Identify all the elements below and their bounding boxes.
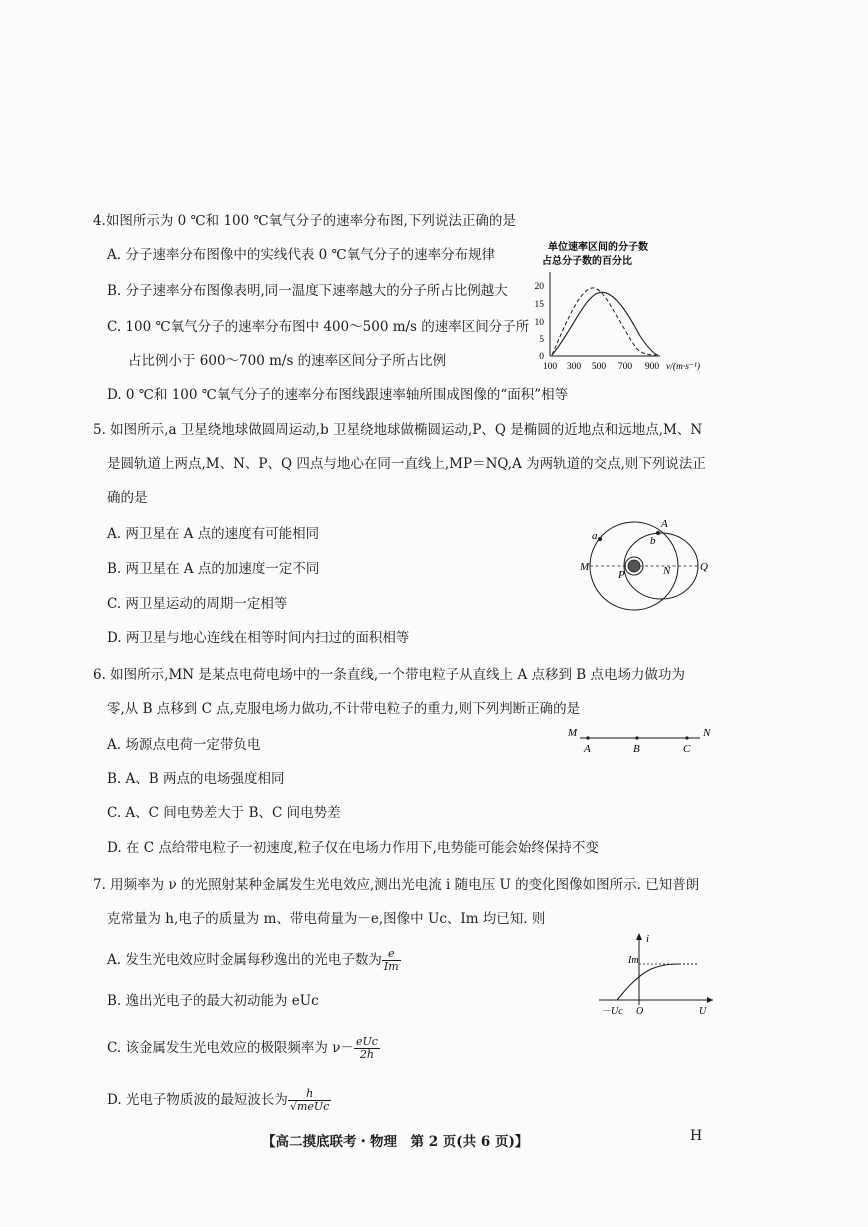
q5-orbit-figure (575, 515, 725, 617)
q5-label-b: b (650, 535, 656, 547)
q6-point-B (635, 736, 638, 739)
q5-option-b: B. 两卫星在 A 点的加速度一定不同 (107, 561, 320, 577)
q7-option-a (107, 948, 401, 973)
q4-ytick-0: 0 (539, 352, 544, 362)
q4-ytick-5: 5 (539, 335, 544, 345)
q6-option-d: D. 在 C 点给带电粒子一初速度,粒子仅在电场力作用下,电势能可能会始终保持不变 (107, 840, 599, 856)
q7-option-b: B. 逸出光电子的最大初动能为 eUc (107, 993, 319, 1009)
q5-satellite-a-dot (598, 537, 602, 541)
q7-current-curve (617, 964, 679, 1000)
q6-line-figure (560, 725, 720, 755)
q4-solid-curve (552, 292, 658, 355)
q4-dashed-curve (552, 288, 656, 355)
q4-option-c-line2: 占比例小于 600～700 m/s 的速率区间分子所占比例 (128, 353, 447, 369)
q6-label-M: M (568, 727, 578, 739)
q4-speed-distribution-figure (530, 238, 720, 378)
q6-label-N: N (703, 727, 711, 739)
q6-stem-line2: 零,从 B 点移到 C 点,克服电场力做功,不计带电粒子的重力,则下列判断正确的是 (107, 701, 581, 717)
q7-current-voltage-figure (595, 925, 720, 1020)
q5-label-intersection-A: A (661, 518, 668, 530)
q5-option-c: C. 两卫星运动的周期一定相等 (107, 596, 288, 612)
page-footer: 【高二摸底联考・物理 第 2 页(共 6 页)】 (262, 1134, 529, 1150)
q7-label-Im: Im (628, 955, 639, 966)
q7-option-a-text: A. 发生光电效应时金属每秒逸出的光电子数为 (107, 952, 382, 968)
q6-option-b: B. A、B 两点的电场强度相同 (107, 771, 285, 787)
q4-ytick-20: 20 (534, 282, 544, 292)
q6-option-c: C. A、C 间电势差大于 B、C 间电势差 (107, 805, 341, 821)
q5-stem-line3: 确的是 (107, 490, 148, 506)
q5-stem-line1: 5. 如图所示,a 卫星绕地球做圆周运动,b 卫星绕地球做椭圆运动,P、Q 是椭圆的近地点和远地点,M、N (93, 422, 703, 438)
q4-ylabel-line1: 单位速率区间的分子数 (548, 242, 648, 253)
q7-option-a-fraction (382, 948, 401, 973)
q4-stem: 4.如图所示为 0 ℃和 100 ℃氧气分子的速率分布图,下列说法正确的是 (93, 213, 516, 229)
q7-label-O: O (636, 1006, 644, 1017)
q7-stem-line2: 克常量为 h,电子的质量为 m、带电荷量为－e,图像中 Uc、Im 均已知. 则 (107, 911, 546, 927)
q4-option-d: D. 0 ℃和 100 ℃氧气分子的速率分布图线跟速率轴所围成图像的“面积”相等 (107, 387, 569, 403)
q7-label-neg-Uc: －Uc (601, 1006, 623, 1017)
q5-label-a: a (592, 530, 598, 542)
q7-option-d-denominator: √meUc (289, 1100, 330, 1113)
q7-option-d-text: D. 光电子物质波的最短波长为 (107, 1092, 288, 1108)
q7-option-c-text: C. 该金属发生光电效应的极限频率为 ν－ (107, 1040, 354, 1056)
q6-label-A: A (584, 743, 591, 755)
q6-stem-line1: 6. 如图所示,MN 是某点电荷电场中的一条直线,一个带电粒子从直线上 A 点移到 B 点电场力做功为 (93, 667, 686, 683)
q5-label-P: P (618, 569, 625, 581)
q7-option-c-numerator: eUc (355, 1035, 378, 1048)
q4-xtick-300: 300 (566, 362, 582, 372)
q4-option-c-line1: C. 100 ℃氧气分子的速率分布图中 400～500 m/s 的速率区间分子所 (107, 319, 530, 335)
q5-label-Q: Q (700, 561, 708, 573)
q7-option-c-denominator: 2h (359, 1048, 374, 1061)
q5-stem-line2: 是圆轨道上两点,M、N、P、Q 四点与地心在同一直线上,MP＝NQ,A 为两轨道的交点,则下列说法正 (107, 456, 706, 472)
q4-xtick-700: 700 (617, 362, 633, 372)
q4-ytick-15: 15 (534, 300, 544, 310)
q5-satellite-b-dot (656, 531, 660, 535)
q7-label-U: U (699, 1006, 707, 1017)
q7-option-c-fraction (354, 1036, 380, 1061)
q4-xtick-500: 500 (591, 362, 607, 372)
q4-option-a: A. 分子速率分布图像中的实线代表 0 ℃氧气分子的速率分布规律 (107, 247, 496, 263)
q5-option-a: A. 两卫星在 A 点的速度有可能相同 (107, 526, 320, 542)
q7-option-d-numerator: h (288, 1088, 331, 1101)
q5-option-d: D. 两卫星与地心连线在相等时间内扫过的面积相等 (107, 630, 410, 646)
q4-xtick-100: 100 (542, 362, 558, 372)
q5-label-M: M (580, 561, 590, 573)
q7-label-i: i (646, 933, 650, 945)
q7-option-d-fraction (288, 1088, 331, 1113)
q6-option-a: A. 场源点电荷一定带负电 (107, 737, 261, 753)
q7-stem-line1: 7. 用频率为 ν 的光照射某种金属发生光电效应,测出光电流 i 随电压 U 的变化图像如图所示. 已知普朗 (93, 877, 700, 893)
q6-label-B: B (633, 743, 640, 755)
q7-option-c (107, 1036, 380, 1061)
q6-point-A (586, 736, 589, 739)
page-mark: H (690, 1128, 703, 1144)
q7-option-a-numerator: e (382, 948, 401, 961)
q6-point-C (685, 736, 688, 739)
q7-option-a-denominator: Im (383, 960, 399, 973)
q4-option-b: B. 分子速率分布图像表明,同一温度下速率越大的分子所占比例越大 (107, 283, 508, 299)
q4-xtick-900: 900 (644, 362, 660, 372)
q6-label-C: C (683, 743, 691, 755)
q5-label-N: N (663, 565, 671, 577)
q4-xlabel: v/(m·s⁻¹) (666, 362, 700, 372)
q5-earth-icon (628, 560, 640, 572)
q4-ylabel-line2: 占总分子数的百分比 (542, 256, 632, 267)
q4-ytick-10: 10 (534, 318, 544, 328)
q7-option-d (107, 1088, 331, 1113)
